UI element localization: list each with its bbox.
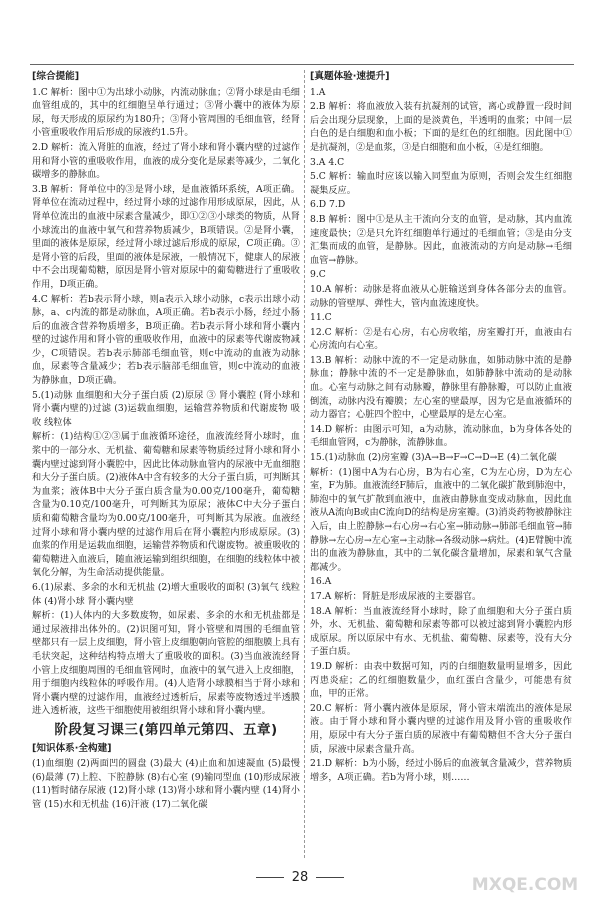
watermark-logo [466, 860, 584, 908]
answer-item: 1.A [310, 86, 326, 98]
answer-item: 6.D 7.D [310, 199, 346, 211]
answer-item: 8.B 解析：图中①是从主干流向分支的血管，是动脉，其内血流速度最快；②是只允许红细胞单行通过的毛细血管；③是由分支汇集而成的血管，是静脉。因此，血液流动的方向是动脉→毛细血管→静脉。 [310, 213, 572, 266]
watermark-text: MXQE.COM [471, 875, 579, 895]
answer-item: 14.D 解析：由图示可知，a为动脉，流动脉血，b为身体各处的毛细血管网，c为静脉，流静脉血。 [310, 423, 572, 449]
answer-list-right [310, 86, 572, 785]
page-number-dash-left [256, 877, 284, 878]
stage-review-title: 阶段复习课三(第四单元第四、五章) [54, 721, 278, 738]
answer-item: 5.(1)动脉 血细胞和大分子蛋白质 (2)原尿 ③ 肾小囊腔 (肾小球和肾小囊内壁的)过滤 (3)运载血细胞，运输营养物质和代谢废物 吸收 线粒体 [32, 389, 300, 428]
section-title-real-exam: [真题体验·速提升] [310, 71, 390, 82]
answer-item: 3.B 解析：肾单位中的③是肾小球，是血液循环系统，A项正确。肾单位在流动过程中，经过肾小球的过滤作用形成原尿，因此，从肾单位流出的血液中尿素含量减少，即①②③小球类的物质，从肾小球流出的血液中氧气和营养物质减少，B项错误。②是肾小囊，里面的液体是原尿，经过肾小球过滤后形成的原尿，C项正确。③是肾小管的后段，里面的液体是尿液，一般情况下，健康人的尿液中不会出现葡萄糖，原因是肾小管对原尿中的葡萄糖进行了重吸收作用，D项正确。 [32, 183, 300, 290]
answer-item: 解析：(1)结构①②③属于血液循环途径，血液流经肾小球时，血浆中的一部分水、无机盐、葡萄糖和尿素等物质经过肾小球和肾小囊内壁过滤到肾小囊腔中，因此比体动脉血管内的尿液中无血细胞和大分子蛋白质。(2)液体A中含有较多的大分子蛋白质，可判断其为血浆；液体B中大分子蛋白质含量为0.00克/100毫升，葡萄糖含量为0.10克/100毫升，可判断其为原尿；液体C中大分子蛋白质和葡萄糖含量均为0.00克/100毫升，可判断其为尿液。血液经过肾小球和肾小囊内壁的过滤作用后在肾小囊腔内形成原尿。(3)血浆的作用是运载血细胞，运输营养物质和代谢废物。被重吸收的葡萄糖进入血液后，随血液运输到组织细胞，在细胞的线粒体中被氧化分解，为生命活动提供能量。 [32, 431, 300, 579]
answer-item: 4.C 解析：若b表示肾小球，则a表示入球小动脉，c表示出球小动脉，a、c内流的都是动脉血，A项正确。若b表示小肠，经过小肠后的血液含营养物质增多，B项正确。若b表示肾小球和肾小囊内壁的过滤作用和肾小管的重吸收作用，血液中的尿素等代谢废物减少，C项错误。若b表示肺部毛细血管，则c中流动的血液为动脉血，尿素等含量减少；若b表示脑部毛细血管，则c中流动的血液为静脉血，D项正确。 [32, 293, 300, 387]
answer-item: 10.A 解析：动脉是将血液从心脏输送到身体各部分去的血管。动脉的管壁厚、弹性大，管内血流速度快。 [310, 283, 572, 309]
left-column [32, 70, 300, 812]
answer-item: 17.A 解析：肾脏是形成尿液的主要器官。 [310, 590, 482, 602]
header-rule [30, 64, 574, 65]
page-number-value: 28 [291, 870, 309, 885]
answer-item: 20.C 解析：肾小囊内液体是原尿，肾小管末端流出的液体是尿液。由于肾小球和肾小囊内壁的过滤作用及肾小管的重吸收作用，原尿中有大分子蛋白质的尿液中有葡萄糖但不含大分子蛋白质，尿液中尿素含量升高。 [310, 702, 572, 755]
answer-item: 解析：(1)人体内的大多数废物，如尿素、多余的水和无机盐都是通过尿液排出体外的。(2)识图可知，肾小管壁和周围的毛细血管壁都只有一层上皮细胞，肾小管上皮细胞朝向管腔的细胞膜上具有毛状突起，这种结构特点增大了重吸收的面积。(3)当血液流经肾小管上皮细胞周围的毛细血管网时，血液中的氧气进入上皮细胞，用于细胞内线粒体的呼吸作用。(4)人造肾小球膜相当于肾小球和肾小囊内壁的过滤作用，血液经过透析后，尿素等废物透过半透膜进入透析液，这些干细胞使用被组织肾小球和肾小囊内壁。 [32, 610, 300, 717]
page-number-dash-right [316, 877, 344, 878]
answer-item: 11.C [310, 312, 332, 324]
section-title-knowledge: [知识体系·全构建] [32, 742, 112, 754]
knowledge-item: (1)血细胞 (2)两面凹的圆盘 (3)最大 (4)止血和加速凝血 (5)最慢 (6)最薄 (7)上腔、下腔静脉 (8)右心室 (9)输同型血 (10)形成尿液 (11)暂时储存尿液 (12)肾小球 (13)肾小球和肾小囊内壁 (14)肾小管 (15)水和无机盐 (16)汗液 (17)二氧化碳 [32, 758, 300, 810]
answer-item: 18.A 解析：当血液流经肾小球时，除了血细胞和大分子蛋白质外，水、无机盐、葡萄糖和尿素等都可以被过滤到肾小囊腔内形成原尿。所以原尿中有水、无机盐、葡萄糖、尿素等，没有大分子蛋白质。 [310, 605, 572, 658]
answer-item: 9.C [310, 269, 326, 281]
answer-item: 6.(1)尿素、多余的水和无机盐 (2)增大重吸收的面积 (3)氧气 线粒体 (4)肾小球 肾小囊内壁 [32, 581, 300, 607]
answer-item: 21.D 解析：b为小肠，经过小肠后的血液氧含量减少，营养物质增多，A项正确。若b为肾小球，则…… [310, 758, 572, 783]
answer-item: 2.B 解析：将血液放入装有抗凝剂的试管，离心或静置一段时间后会出现分层现象，上面的是淡黄色，半透明的血浆；中间一层白色的是白细胞和血小板；下面的是红色的红细胞。因此图中①是抗凝剂，②是血浆，③是白细胞和血小板，④是红细胞。 [310, 101, 572, 153]
answer-item: 16.A [310, 576, 332, 588]
answer-item: 3.A 4.C [310, 156, 345, 168]
answer-item: 1.C 解析：图中①为出球小动脉，内流动脉血；②肾小球是由毛细血管组成的，其中的红细胞呈单行通过；③肾小囊中的液体为原尿，每天形成的原尿约为180升；③肾小管周围的毛细血管，经肾小管重吸收作用后形成的尿液约1.5升。 [32, 86, 300, 139]
answer-item: 5.C 解析：输血时应该以输入同型血为原则，否则会发生红细胞凝集反应。 [310, 171, 572, 196]
section-title-comprehensive: [综合提能] [32, 71, 80, 82]
column-divider [304, 70, 305, 858]
answer-item: 2.D 解析：流入肾脏的血液，经过了肾小球和肾小囊内壁的过滤作用和肾小管的重吸收作用，血液的成分变化是尿素等减少，二氧化碳增多的静脉血。 [32, 141, 300, 181]
answer-item: 19.D 解析：由表中数据可知，丙的白细胞数量明显增多，因此丙患炎症；乙的红细胞数量少，血红蛋白含量少，可能患有贫血，甲的正常。 [310, 660, 572, 700]
answer-list-left [32, 86, 300, 718]
answer-item: 15.(1)动脉血 (2)房室瓣 (3)A→B→F→C→D→E (4)二氧化碳 [310, 452, 557, 464]
answer-item: 解析：(1)图中A为右心房，B为右心室，C为左心房，D为左心室，F为肺。血液流经F肺后，血液中的二氧化碳扩散到肺泡中，肺泡中的氧气扩散到血液中，血液由静脉血变成动脉血，因此血液从A流向B或由C流向D的结构是房室瓣。(3)消炎药物被静脉注入后，由上腔静脉→右心房→右心室→肺动脉→肺部毛细血管→肺静脉→左心房→左心室→主动脉→各级动脉→病灶。(4)E臂腕中流出的血液为静脉血，其中的二氧化碳含量增加，尿素和氧气含量都减少。 [310, 466, 572, 573]
answer-item: 13.B 解析：动脉中流的不一定是动脉血，如肺动脉中流的是静脉血；静脉中流的不一定是静脉血，如肺静脉中流动的是动脉血。心室与动脉之间有动脉瓣，静脉里有静脉瓣，可以防止血液倒流，动脉内没有瓣膜；左心室的壁最厚，因为它是血液循环的动力器官；心脏四个腔中，心壁最厚的是左心室。 [310, 354, 572, 421]
right-column [310, 70, 572, 785]
answer-item: 12.C 解析：②是右心房，右心房收缩，房室瓣打开，血液由右心房流向右心室。 [310, 326, 572, 352]
